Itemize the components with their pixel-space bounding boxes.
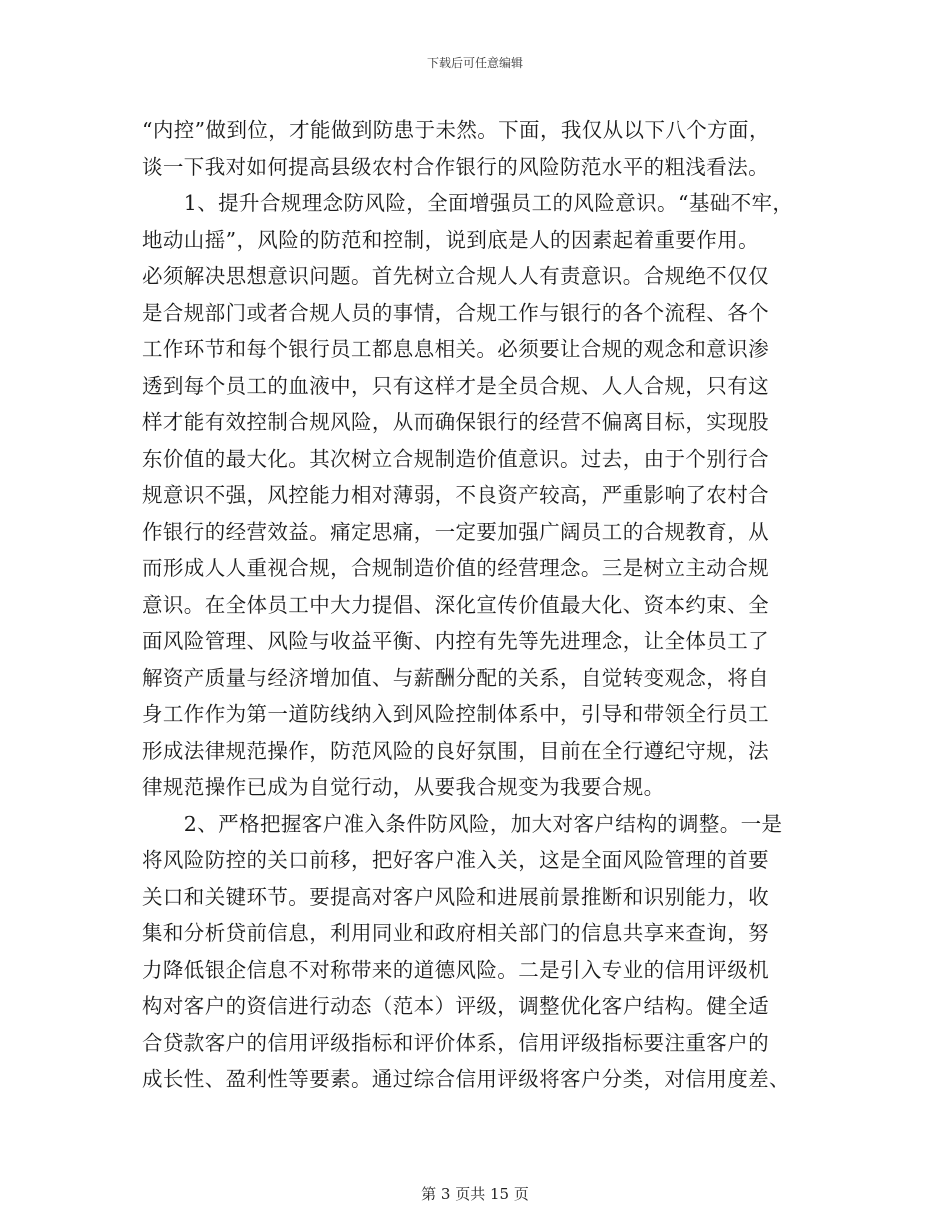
text-line: 力降低银企信息不对称带来的道德风险。二是引入专业的信用评级机 (142, 957, 769, 982)
text-line: 透到每个员工的血液中，只有这样才是全员合规、人人合规，只有这 (142, 373, 769, 398)
text-line: 必须解决思想意识问题。首先树立合规人人有责意识。合规绝不仅仅 (142, 264, 769, 288)
text-line: 谈一下我对如何提高县级农村合作银行的风险防范水平的粗浅看法。 (142, 154, 769, 179)
text-line: 构对客户的资信进行动态（范本）评级，调整优化客户结构。健全适 (142, 994, 769, 1018)
text-line: 意识。在全体员工中大力提倡、深化宣传价值最大化、资本约束、全 (142, 592, 769, 617)
text-line: 地动山摇”，风险的防范和控制，说到底是人的因素起着重要作用。 (142, 227, 759, 252)
text-line: “内控”做到位，才能做到防患于未然。下面，我仅从以下八个方面， (142, 118, 770, 142)
text-line: 东价值的最大化。其次树立合规制造价值意识。过去，由于个别行合 (142, 446, 769, 471)
text-line: 成长性、盈利性等要素。通过综合信用评级将客户分类，对信用度差、 (142, 1067, 790, 1091)
text-line: 而形成人人重视合规，合规制造价值的经营理念。三是树立主动合规 (142, 556, 769, 580)
text-line: 规意识不强，风控能力相对薄弱，不良资产较高，严重影响了农村合 (142, 483, 769, 507)
text-line: 集和分析贷前信息，利用同业和政府相关部门的信息共享来查询，努 (142, 921, 769, 945)
text-line: 1、提升合规理念防风险，全面增强员工的风险意识。“基础不牢， (142, 191, 794, 215)
text-line: 形成法律规范操作，防范风险的良好氛围，目前在全行遵纪守规，法 (142, 738, 769, 763)
text-line: 将风险防控的关口前移，把好客户准入关，这是全面风险管理的首要 (142, 848, 769, 872)
text-line: 关口和关键环节。要提高对客户风险和进展前景推断和识别能力，收 (142, 884, 769, 909)
page-number: 第 3 页共 15 页 (421, 1185, 529, 1203)
text-line: 作银行的经营效益。痛定思痛，一定要加强广阔员工的合规教育，从 (142, 519, 769, 544)
document-body (142, 112, 822, 1098)
text-line: 工作环节和每个银行员工都息息相关。必须要让合规的观念和意识渗 (142, 337, 769, 361)
text-line: 律规范操作已成为自觉行动，从要我合规变为我要合规。 (142, 775, 665, 799)
text-line: 解资产质量与经济增加值、与薪酬分配的关系，自觉转变观念，将自 (142, 665, 769, 690)
text-line: 合贷款客户的信用评级指标和评价体系，信用评级指标要注重客户的 (142, 1030, 769, 1055)
text-line: 是合规部门或者合规人员的事情，合规工作与银行的各个流程、各个 (142, 300, 769, 325)
text-line: 样才能有效控制合规风险，从而确保银行的经营不偏离目标，实现股 (142, 410, 769, 434)
page-header: 下载后可任意编辑 (426, 56, 523, 70)
text-line: 面风险管理、风险与收益平衡、内控有先等先进理念，让全体员工了 (142, 629, 769, 653)
text-line: 身工作作为第一道防线纳入到风险控制体系中，引导和带领全行员工 (142, 702, 769, 726)
text-line: 2、严格把握客户准入条件防风险，加大对客户结构的调整。一是 (142, 811, 783, 836)
